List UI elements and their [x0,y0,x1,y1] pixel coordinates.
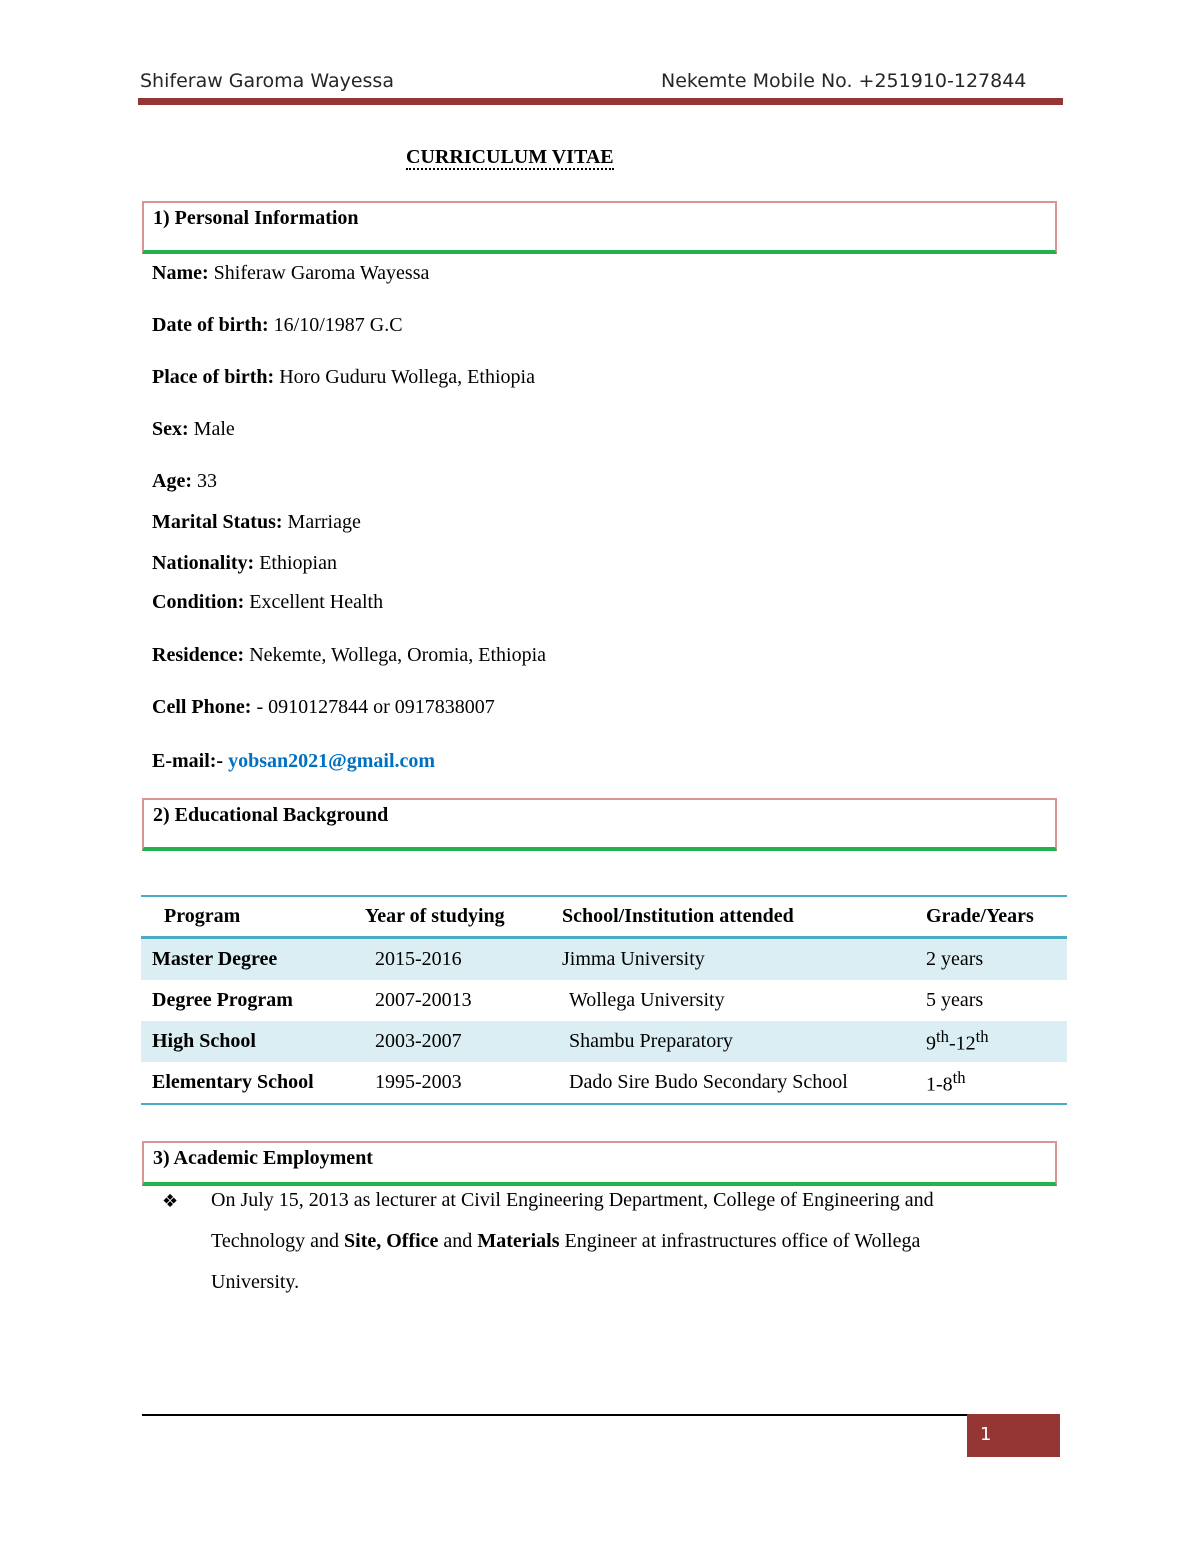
employment-line-2 [211,1229,920,1253]
cell-years: 2003-2007 [365,1021,562,1062]
cell-school: Shambu Preparatory [562,1021,926,1062]
section-education-title: 2) Educational Background [153,804,389,826]
employment-line-3: University. [211,1271,300,1293]
label: Nationality: [152,552,255,574]
section-personal-title: 1) Personal Information [153,207,359,229]
employment-line-1: On July 15, 2013 as lecturer at Civil Engineering Department, College of Engineering and [211,1189,934,1211]
label: Place of birth: [152,366,275,388]
field-sex [152,417,235,441]
role-bold: Site, Office [344,1230,439,1252]
diamond-bullet-icon: ❖ [162,1191,179,1212]
section-employment [142,1141,1057,1186]
value: Male [188,418,235,440]
cell-program: Degree Program [152,989,293,1011]
column-header: Program [141,896,365,938]
field-email [152,749,435,773]
label: Date of birth: [152,314,269,336]
value: - 0910127844 or 0917838007 [251,696,495,718]
field-pob [152,365,535,389]
table-row [141,1021,1067,1062]
cell-years: 1995-2003 [375,1071,462,1093]
grade-end: -12 [948,1032,976,1055]
field-name [152,261,429,285]
cell-program: Master Degree [141,938,365,981]
label: Sex: [152,418,189,440]
cell-program: Elementary School [152,1071,314,1093]
grade-end-sup: th [975,1027,989,1047]
page-number-box [967,1414,1060,1457]
section-personal [142,201,1057,254]
page-number: 1 [980,1424,992,1445]
grade-start: 9 [926,1032,936,1055]
cell-grade [926,1062,1067,1104]
value: Nekemte, Wollega, Oromia, Ethiopia [244,644,547,666]
field-residence [152,643,546,667]
email-link[interactable]: yobsan2021@gmail.com [223,750,436,772]
cell-school: Dado Sire Budo Secondary School [569,1071,848,1093]
text: Technology and [211,1230,345,1252]
grade-start: 1-8 [926,1073,953,1096]
section-employment-title: 3) Academic Employment [153,1147,373,1169]
header-name: Shiferaw Garoma Wayessa [140,70,394,92]
column-header: School/Institution attended [562,896,926,938]
role-bold: Materials [477,1230,560,1252]
field-marital-status [152,510,361,534]
section-education [142,798,1057,851]
column-header: Grade/Years [926,896,1067,938]
value: Horo Guduru Wollega, Ethiopia [274,366,535,388]
value: Marriage [282,511,361,533]
cell-grade [926,1021,1067,1062]
text: and [438,1230,478,1252]
field-cell-phone [152,695,495,719]
label: Condition: [152,591,245,613]
value: Ethiopian [254,552,337,574]
field-condition [152,590,383,614]
value: 16/10/1987 G.C [268,314,403,336]
label: Residence: [152,644,245,666]
cell-years: 2007-20013 [375,989,472,1011]
cell-years: 2015-2016 [365,938,562,981]
grade-start-sup: th [936,1027,949,1047]
label: Marital Status: [152,511,283,533]
cell-school: Jimma University [562,938,926,981]
page-title: CURRICULUM VITAE [406,146,614,168]
value: 33 [191,470,217,492]
table-row [141,980,1067,1021]
header-rule [138,98,1063,105]
cell-grade: 2 years [926,938,1067,981]
cell-program: High School [141,1021,365,1062]
education-table [141,895,1067,1105]
cell-school: Wollega University [569,989,725,1011]
label: Age: [152,470,192,492]
column-header: Year of studying [365,896,562,938]
label: E-mail:- [152,750,224,772]
table-row [141,938,1067,981]
cell-grade: 5 years [926,989,984,1011]
table-header-row [141,896,1067,938]
value: Shiferaw Garoma Wayessa [208,262,430,284]
header-contact: Nekemte Mobile No. +251910-127844 [661,70,1027,92]
field-age [152,469,217,493]
field-dob [152,313,403,337]
footer-rule [142,1414,1060,1416]
grade-start-sup: th [952,1068,966,1088]
label: Cell Phone: [152,696,252,718]
value: Excellent Health [244,591,384,613]
table-row [141,1062,1067,1104]
field-nationality [152,551,337,575]
text: Engineer at infrastructures office of Wollega [559,1230,921,1252]
label: Name: [152,262,209,284]
